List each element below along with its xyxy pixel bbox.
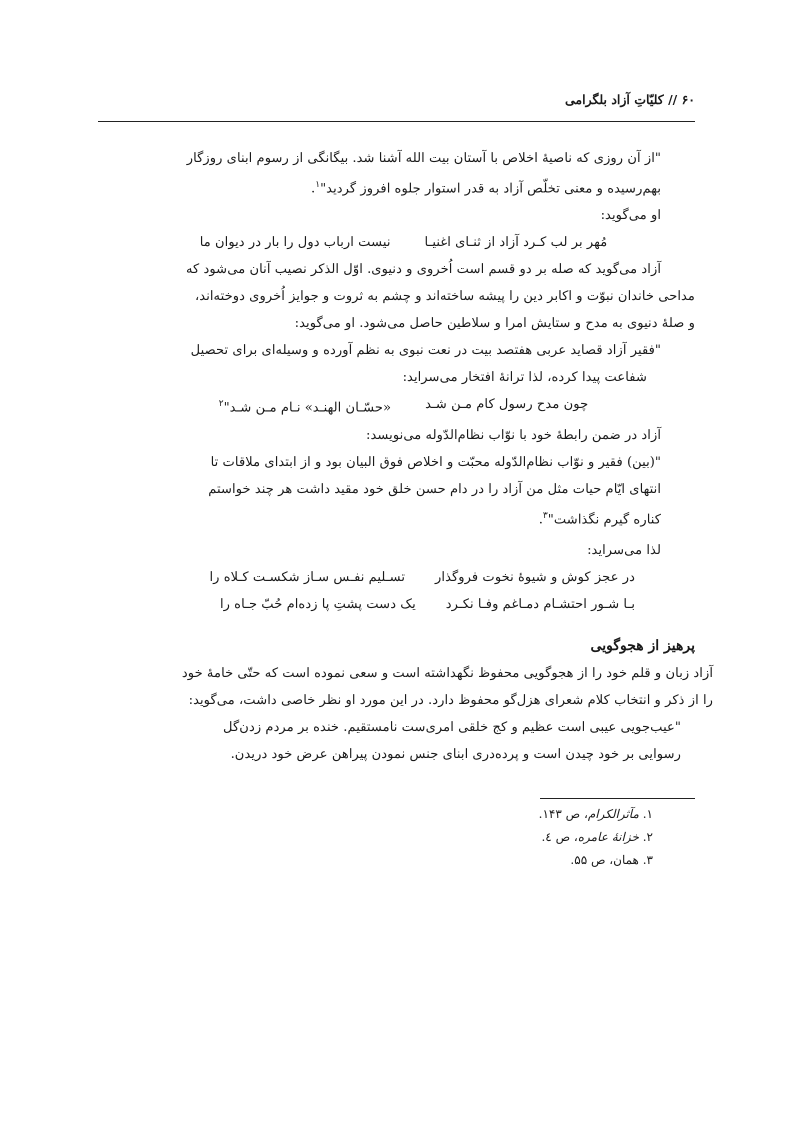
verse-1-hemistich-right: مُهر بر لب کـرد آزاد از ثنـای اغنیـا (424, 235, 608, 251)
section-line-1: آزاد زبان و قلم خود را از هجوگویی محفوظ نگهداشته است و سعی نموده است که حتّی خامهٔ خود (181, 666, 713, 682)
footnote-rule (540, 798, 695, 799)
footnote-1-ref: ، ص ۱۴۳. (538, 807, 588, 821)
verse-3-2-hemistich-left: یک دست پشتِ پا زده‌ام حُبّ جـاه را (219, 597, 416, 613)
footnote-ref-2: ۲ (218, 399, 224, 410)
quote-1-line-2-text: بهم‌رسیده و معنی تخلّص آزاد به قدر استوار جلوه افروز گردید" (320, 181, 661, 197)
verse-2 (98, 391, 695, 421)
verse-1-hemistich-left: نیست ارباب دول را بار در دیوان ما (199, 235, 391, 251)
footnote-1-title: مآثرالکرام (587, 807, 639, 821)
section-heading: پرهیز از هجوگویی (590, 638, 695, 655)
footnote-2-ref: ، ص ٤. (541, 830, 578, 844)
footnote-2-number: ۲. (642, 830, 653, 844)
quote-1-line-1: "از آن روزی که ناصیهٔ اخلاص با آستان بیت الله آشنا شد. بیگانگی از رسوم ابنای روزگار (186, 151, 661, 166)
footnote-ref-1: ۱ (315, 180, 321, 190)
quote-2-line-2: شفاعت پیدا کرده، لذا ترانهٔ افتخار می‌سراید: (402, 370, 647, 386)
paragraph-1 (98, 256, 695, 337)
verse-2-hemistich-left: «حسّـان الهنـد» نـام مـن شـد" (223, 400, 392, 416)
footnote-3-ref: همان، ص ۵۵. (570, 853, 639, 867)
quote-2 (98, 337, 695, 391)
quote-3-line-3-text: کناره گیرم نگذاشت" (547, 512, 661, 528)
verse-3-2-hemistich-right: بـا شـور احتشـام دمـاغم وفـا نکـرد (445, 597, 635, 613)
quote-1 (98, 145, 695, 229)
section-line-3: "عیب‌جویی عیبی است عظیم و کج خلقی امری‌ست نامستقیم. خنده بر مردم زدن‌گل (223, 720, 681, 736)
quote-1-line-2 (98, 172, 661, 202)
paragraph-1-line-3: و صلهٔ دنیوی به مدح و ستایش امرا و سلاطین حاصل می‌شود. او می‌گوید: (294, 316, 695, 332)
says-intro-2: لذا می‌سراید: (587, 543, 661, 559)
verse-1 (98, 229, 695, 256)
paragraph-1-line-2: مداحی خاندان نبوّت و اکابر دین را پیشه ساخته‌اند و چشم به ثروت و جوایز اُخروی دوخته‌اند، (195, 289, 695, 305)
paragraph-2-line-1: آزاد در ضمن رابطهٔ خود با نوّاب نظام‌الدّوله می‌نویسد: (366, 427, 661, 443)
footnote-3-number: ۳. (642, 853, 653, 867)
quote-1-line-2-end: . (311, 181, 316, 197)
paragraph-1-line-1: آزاد می‌گوید که صله بر دو قسم است اُخروی و دنیوی. اوّل الذکر نصیب آنان می‌شود که (185, 262, 661, 278)
quote-3 (98, 449, 695, 564)
quote-3-line-3 (98, 503, 661, 533)
quote-2-line-1: "فقیر آزاد قصاید عربی هفتصد بیت در نعت نبوی به نظم آورده و وسیله‌ای برای تحصیل (190, 343, 661, 359)
verse-2-hemistich-right: چون مدح رسول کام مـن شـد (425, 397, 589, 413)
verse-3-1-hemistich-left: تسـلیم نفـس سـاز شکسـت کـلاه را (209, 570, 406, 586)
footnote-ref-3: ۳ (542, 510, 548, 521)
header-separator: // (668, 92, 678, 107)
footnote-3 (539, 849, 695, 872)
footnote-2 (539, 826, 695, 849)
section-paragraph (98, 660, 713, 768)
book-title: کلیّاتِ آزاد بلگرامی (565, 92, 664, 107)
header-rule (98, 121, 695, 122)
says-intro-1: او می‌گوید: (600, 208, 661, 224)
verse-3-couplet-2 (98, 591, 695, 618)
quote-3-line-3-end: . (538, 512, 543, 528)
section-line-4: رسوایی بر خود چیدن است و پرده‌دری ابنای جنس نمودن پیراهن عرض خود دریدن. (230, 747, 681, 763)
footnotes (539, 803, 695, 872)
main-text (98, 145, 713, 768)
quote-3-line-1: "(بین) فقیر و نوّاب نظام‌الدّوله محبّت و اخلاص فوق البیان بود و از ابتدای ملاقات تا (210, 454, 661, 470)
section-line-2: را از ذکر و انتخاب کلام شعرای هزل‌گو محفوظ دارد. در این مورد او نظر خاصی داشت، می‌گوید: (188, 693, 713, 709)
paragraph-2 (98, 422, 695, 449)
verse-3-couplet-1 (98, 564, 695, 591)
footnote-1-number: ۱. (642, 807, 653, 821)
running-header (98, 92, 695, 116)
verse-2-hemistich-left-wrap (219, 391, 391, 421)
verse-3-1-hemistich-right: در عجز کوش و شیوهٔ نخوت فروگذار (435, 570, 635, 586)
quote-3-line-2: انتهای ایّام حیات مثل من آزاد را در دام حسن خلق خود مقید داشت هر چند خواستم (208, 481, 661, 497)
page-number: ۶۰ (681, 92, 695, 107)
footnote-2-title: خزانهٔ عامره (577, 830, 639, 844)
footnote-1 (539, 803, 695, 826)
